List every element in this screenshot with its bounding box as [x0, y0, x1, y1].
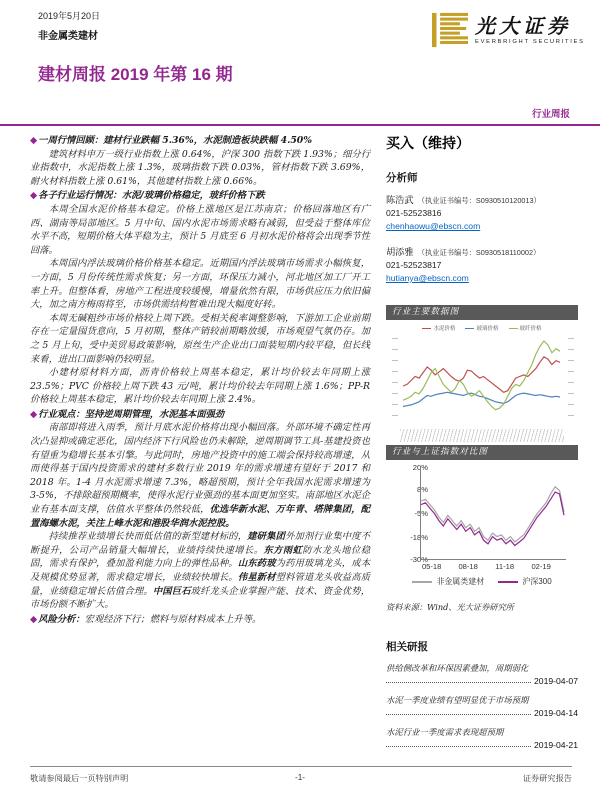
analyst-phone: 021-52523817 — [386, 260, 442, 270]
paragraph-segment: 小建材原材料方面，沥青价格较上周基本稳定，累计均价较去年同期上涨 23.5%；PVC 价格较上周下跌 43 元/吨，累计均价较去年同期上涨 1.6%；PP-R 价格较上周基本稳定，累计均价较去年同期上涨 2.4%。 — [30, 367, 370, 406]
x-tick-label: 05-18 — [421, 562, 442, 571]
y-axis-labels-left-illegible — [392, 336, 398, 416]
brand-name-cn: 光大证券 — [475, 14, 571, 38]
dotted-leader — [386, 714, 531, 715]
related-report-title: 水泥一季度业绩有望明显优于市场预期 — [386, 695, 529, 705]
analyst-name-row — [386, 194, 578, 207]
paragraph-segment: 南部即将进入雨季，预计月底水泥价格将出现小幅回落。外部环境不确定性再次凸显抑或确定恶化，国内经济下行风险也仍未解除，逆周期调节工具-基建投资也有望重为稳增长基本引擎。与此同时，房地产投资中的施工端会保持较高增速，从而使得基于国内投资需求的建材多数行业 2019 年的需求增速有望好于 2017 和 2018 年。1-4 月水泥需求增速 7.3%，略超预期，预计全年我国水泥需求增速为 3-5%，不排除超预期概率，使得水泥行业强劲的基本面更加坚实。南部地区水泥企业有基本面支撑，估值水平整体仍然较低， — [30, 422, 370, 516]
section-heading — [30, 613, 370, 627]
legend-swatch — [412, 581, 432, 583]
section-title-text: 行业观点：坚持逆周期管理，水泥基本面强劲 — [38, 408, 225, 420]
analysts-header: 分析师 — [386, 172, 418, 184]
diamond-bullet-icon: ◆ — [30, 190, 38, 202]
report-type-badge: 行业周报 — [531, 109, 570, 120]
analyst-entry — [386, 246, 578, 285]
section-heading — [30, 408, 370, 422]
footer-disclaimer: 敬请参阅最后一页特别声明 — [30, 774, 129, 783]
analyst-name-row — [386, 246, 578, 259]
y-tick-label: 8% — [417, 485, 428, 495]
body-paragraph — [30, 203, 370, 257]
paragraph-segment: 伟星新材 — [237, 572, 276, 583]
brand-logo — [432, 7, 588, 53]
source-note: 资料来源：Wind、光大证券研究所 — [386, 602, 514, 612]
related-report-item — [386, 695, 578, 718]
diamond-bullet-icon: ◆ — [30, 408, 38, 420]
paragraph-segment: 建研集团 — [247, 531, 286, 543]
section-heading — [30, 189, 370, 203]
analyst-cert-number: （执业证书编号：S0930518110002） — [417, 248, 541, 257]
analyst-name: 陈浩武 — [386, 195, 414, 205]
chart-canvas-index-comparison — [386, 460, 578, 596]
legend-item — [509, 324, 542, 332]
y-tick-label: -5% — [414, 509, 428, 518]
paragraph-segment: 山东药玻 — [237, 558, 276, 570]
legend-item — [412, 576, 484, 587]
chart-card-index-comparison — [386, 445, 578, 596]
body-paragraph — [30, 366, 370, 407]
paragraph-segment: 本周无碱粗纱市场价格较上周下跌。受相关税率调整影响，下游加工企业前期存在一定量囤货意向，5 月初期，整体产销较前期略放缓，市场观望气氛仍存。加之 5 月上旬，受中美贸易政策影响，原丝生产企业出口面装短期内较平稳，但长线来看，进出口面影响仍较明显。 — [30, 312, 370, 365]
analysts-list — [386, 194, 578, 285]
series-水泥价格 — [403, 357, 560, 393]
related-report-leader-row — [386, 706, 578, 718]
chart-legend — [386, 576, 578, 587]
paragraph-segment: 外加剂行业集中度不断提升，公司产品销量大幅增长，业绩持续快速增长。 — [30, 531, 371, 556]
paragraph-segment: 中国巨石 — [152, 585, 191, 597]
analyst-phone: 021-52523816 — [386, 208, 442, 218]
paragraph-segment: 本周全国水泥价格基本稳定。价格上涨地区是江苏南京；价格回落地区有广西、湖南等局部地区。5 月中旬、国内水泥市场需求略有减弱，但受益于整体库位水平不高，短期价格大体平稳为主，预计 5 月底至 6 月初水泥价格将会出现季节性回落。 — [30, 203, 370, 256]
legend-label: 非金属类建材 — [436, 577, 485, 586]
series-非金属类建材 — [421, 487, 564, 542]
analyst-email-link[interactable]: chenhaowu@ebscn.com — [386, 221, 481, 231]
analyst-name: 胡添雅 — [386, 247, 414, 257]
legend-swatch — [465, 328, 474, 330]
everbright-mark-icon — [432, 11, 468, 49]
y-tick-label: 20% — [412, 463, 428, 472]
paragraph-segment: 塑料管道龙头收益高质量，业绩稳定增长估值合理。 — [30, 572, 371, 597]
chart-title-bar: 行业主要数据图 — [386, 305, 578, 320]
legend-item — [465, 324, 498, 332]
index-comparison-line-chart — [420, 468, 566, 560]
legend-item — [422, 324, 455, 332]
sidebar — [386, 133, 578, 750]
diamond-bullet-icon: ◆ — [30, 613, 38, 625]
paragraph-segment: 持续推荐业绩增长快而低估值的新型建材标的， — [48, 531, 248, 543]
legend-label: 玻纤价格 — [519, 326, 542, 332]
chart-canvas-industry-data — [386, 320, 578, 442]
related-reports-list — [386, 663, 578, 750]
y-axis-labels-right-illegible — [568, 336, 574, 416]
y-tick-label: -30% — [410, 555, 428, 564]
dotted-leader — [386, 682, 531, 683]
footer-report-label: 证券研究报告 — [522, 774, 572, 783]
page-number: -1- — [294, 773, 305, 782]
body-paragraph — [30, 257, 370, 311]
chart-title-bar: 行业与上证指数对比图 — [386, 445, 578, 460]
related-report-leader-row — [386, 674, 578, 686]
page-title: 建材周报 2019 年第 16 期 — [38, 65, 233, 84]
legend-label: 沪深300 — [522, 577, 552, 586]
body-paragraph — [30, 421, 370, 530]
paragraph-segment: 本周国内浮法玻璃价格价格基本稳定。近期国内浮法玻璃市场需求小幅恢复，一方面，5 月份传统性需求恢复；另一方面，环保压力减小，河北地区加工厂开工率上升。但整体看，房地产工程进度较缓慢，增量依然有限，市场供应压力依旧偏大，加之南方梅雨将至，市场供需结构暂难出现大幅度好转。 — [30, 258, 370, 311]
related-report-title: 供给侧改革和环保因素叠加，周期弱化 — [386, 663, 529, 673]
paragraph-segment: 为药用玻璃龙头，成本及规模优势显著，需求稳定增长，业绩较快增长。 — [30, 558, 371, 583]
body-paragraph — [30, 312, 370, 366]
related-report-date: 2019-04-21 — [534, 740, 578, 750]
industry-category-label: 非金属类建材 — [38, 31, 98, 42]
chart-card-industry-data — [386, 305, 578, 442]
x-tick-label: 11-18 — [495, 562, 515, 571]
x-tick-label: 02-19 — [531, 562, 551, 571]
header-divider — [0, 124, 600, 126]
related-report-item — [386, 663, 578, 686]
related-report-date: 2019-04-07 — [534, 676, 578, 686]
body-paragraph — [30, 530, 370, 612]
report-date: 2019年5月20日 — [38, 11, 101, 21]
diamond-bullet-icon: ◆ — [30, 135, 38, 146]
y-tick-label: -18% — [410, 532, 428, 542]
rating-badge: 买入（维持） — [386, 135, 470, 151]
industry-data-line-chart — [402, 336, 562, 418]
analyst-email-link[interactable]: hutianya@ebscn.com — [386, 273, 469, 283]
section-title-rest: 宏观经济下行；燃料与原材料成本上升等。 — [84, 613, 262, 625]
legend-item — [498, 576, 551, 587]
body-paragraph — [30, 148, 370, 189]
legend-label: 水泥价格 — [433, 326, 456, 332]
section-title-text: 各子行业运行情况：水泥/玻璃价格稳定，玻纤价格下跌 — [38, 190, 265, 202]
related-report-date: 2019-04-14 — [534, 708, 578, 718]
legend-swatch — [498, 581, 518, 583]
dotted-leader — [386, 746, 531, 747]
paragraph-segment: 建筑材料申万一级行业指数上涨 0.64%，沪深 300 指数下跌 1.93%；细分行业指数中，水泥指数上涨 1.3%，玻璃指数下跌 0.03%，管材指数下跌 3.69%，耐火材料指数上涨 0.61%，其他建材指数上涨 0.66%。 — [30, 148, 370, 187]
paragraph-segment: 玻纤龙头企业掌握产能、技术、资金优势，市场份额不断扩大。 — [30, 585, 371, 611]
paragraph-segment: 东方雨虹 — [263, 544, 303, 556]
series-玻纤价格 — [403, 341, 560, 410]
related-report-title: 水泥行业一季度需求表现超预期 — [386, 727, 504, 737]
footer-divider — [30, 766, 572, 767]
related-report-item — [386, 727, 578, 750]
brand-name-en: EVERBRIGHT SECURITIES — [475, 39, 585, 45]
legend-label: 玻璃价格 — [476, 326, 499, 332]
paragraph-segment: 优选华新水泥、万年青、塔牌集团，配置海螺水泥，关注上峰水泥和港股华润水泥控股。 — [30, 504, 371, 529]
x-tick-label: 08-18 — [458, 562, 478, 571]
related-report-leader-row — [386, 738, 578, 750]
chart-legend — [388, 324, 576, 332]
section-title-text: 一周行情回顾：建材行业跌幅 5.36%，水泥制造板块跌幅 4.50% — [38, 135, 313, 146]
section-heading — [30, 134, 370, 148]
series-沪深300 — [421, 492, 564, 545]
legend-swatch — [509, 328, 518, 330]
x-axis-date-labels-illegible — [400, 429, 564, 442]
brand-text — [475, 15, 585, 45]
section-title-text: 风险分析： — [38, 613, 85, 625]
paragraph-segment: 防水龙头地位稳固，需求有保护，叠加盈利能力向上的弹性品种。 — [30, 544, 370, 570]
related-reports-header: 相关研报 — [386, 641, 428, 653]
analyst-entry — [386, 194, 578, 233]
legend-swatch — [422, 328, 431, 330]
main-column — [30, 133, 370, 626]
analyst-cert-number: （执业证书编号：S0930510120013） — [417, 196, 541, 205]
